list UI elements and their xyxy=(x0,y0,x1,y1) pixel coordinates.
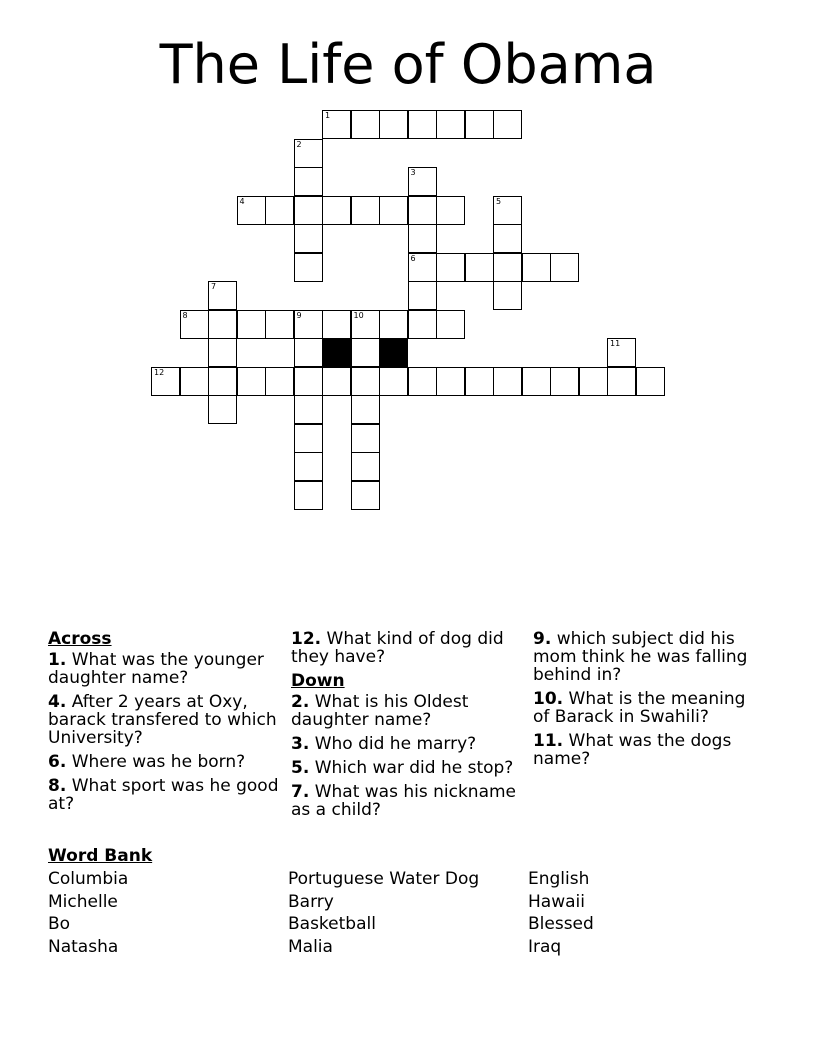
grid-cell xyxy=(465,367,494,396)
grid-cell xyxy=(294,338,323,367)
clues-column-1 xyxy=(48,630,288,819)
grid-cell xyxy=(493,224,522,253)
clue-across-1: 1. What was the younger daughter name? xyxy=(48,650,264,688)
clue-across-6: 6. Where was he born? xyxy=(48,752,246,772)
grid-cell xyxy=(550,253,579,282)
grid-cell xyxy=(379,110,408,139)
clue-down-7: 7. What was his nickname as a child? xyxy=(291,782,517,820)
word-bank-column-3 xyxy=(528,868,594,958)
grid-cell xyxy=(322,367,351,396)
clue-across-12: 12. What kind of dog did they have? xyxy=(291,629,504,667)
grid-cell xyxy=(379,367,408,396)
grid-cell xyxy=(294,196,323,225)
grid-cell xyxy=(294,367,323,396)
grid-cell xyxy=(265,367,294,396)
grid-cell xyxy=(237,367,266,396)
grid-cell xyxy=(408,110,437,139)
word-bank-column-2 xyxy=(288,868,479,958)
clue-number: 2 xyxy=(296,139,302,149)
grid-cell xyxy=(294,452,323,481)
word-bank-item: Bo xyxy=(48,914,71,934)
word-bank-item: Malia xyxy=(288,936,333,957)
word-bank-item: Portuguese Water Dog xyxy=(288,869,480,889)
grid-cell xyxy=(408,224,437,253)
grid-cell xyxy=(208,395,237,424)
grid-cell xyxy=(493,253,522,282)
grid-cell xyxy=(408,367,437,396)
grid-cell xyxy=(180,367,209,396)
clue-number: 1 xyxy=(325,111,331,120)
grid-cell xyxy=(294,253,323,282)
grid-cell xyxy=(208,310,237,339)
word-bank-item: Blessed xyxy=(528,914,594,934)
grid-cell xyxy=(493,367,522,396)
grid-cell xyxy=(294,481,323,510)
grid-cell xyxy=(436,110,465,139)
grid-cell xyxy=(436,367,465,396)
clue-number: 9 xyxy=(296,310,302,320)
clues-column-2 xyxy=(291,630,516,825)
grid-cell xyxy=(265,310,294,339)
grid-cell xyxy=(465,110,494,139)
grid-cell xyxy=(294,424,323,453)
clue-number: 4 xyxy=(239,196,245,206)
word-bank-item: Columbia xyxy=(48,869,129,889)
grid-cell xyxy=(351,424,380,453)
grid-cell xyxy=(436,253,465,282)
clue-number: 3 xyxy=(410,168,416,177)
grid-cell xyxy=(379,196,408,225)
grid-cell xyxy=(294,224,323,253)
grid-cell xyxy=(550,367,579,396)
grid-cell xyxy=(408,281,437,310)
word-bank-item: English xyxy=(528,869,590,889)
grid-cell xyxy=(636,367,665,396)
clue-number: 12 xyxy=(154,367,165,377)
clue-down-10: 10. What is the meaning of Barack in Swahili? xyxy=(533,689,746,727)
across-heading: Across xyxy=(48,629,112,649)
grid-cell xyxy=(436,196,465,225)
grid-cell xyxy=(351,196,380,225)
clue-number: 5 xyxy=(496,196,502,206)
clue-down-9: 9. which subject did his mom think he was falling behind in? xyxy=(533,629,748,685)
word-bank-item: Michelle xyxy=(48,891,118,912)
clue-down-2: 2. What is his Oldest daughter name? xyxy=(291,692,469,730)
clue-number: 8 xyxy=(182,310,188,320)
grid-cell xyxy=(579,367,608,396)
grid-cell xyxy=(408,310,437,339)
clue-number: 6 xyxy=(410,253,416,263)
grid-cell xyxy=(465,253,494,282)
grid-cell xyxy=(294,395,323,424)
grid-cell xyxy=(522,367,551,396)
word-bank-heading: Word Bank xyxy=(48,846,153,866)
word-bank-item: Iraq xyxy=(528,936,562,957)
clue-down-11: 11. What was the dogs name? xyxy=(533,731,732,769)
word-bank-item: Natasha xyxy=(48,936,119,957)
clue-number: 7 xyxy=(211,282,217,291)
grid-cell xyxy=(237,310,266,339)
clue-across-4: 4. After 2 years at Oxy, barack transfered to which University? xyxy=(48,692,277,748)
grid-cell xyxy=(436,310,465,339)
clue-number: 11 xyxy=(610,339,621,348)
grid-cell xyxy=(493,281,522,310)
clue-across-8: 8. What sport was he good at? xyxy=(48,776,279,814)
grid-cell xyxy=(351,110,380,139)
grid-cell xyxy=(351,481,380,510)
clue-down-3: 3. Who did he marry? xyxy=(291,734,477,754)
grid-cell xyxy=(493,110,522,139)
grid-cell xyxy=(522,253,551,282)
clue-number: 10 xyxy=(353,310,364,320)
black-cell xyxy=(322,338,351,367)
grid-cell xyxy=(322,310,351,339)
word-bank-item: Barry xyxy=(288,891,334,912)
down-heading: Down xyxy=(291,671,345,691)
word-bank-item: Basketball xyxy=(288,914,376,934)
grid-cell xyxy=(379,310,408,339)
grid-cell xyxy=(351,338,380,367)
grid-cell xyxy=(607,367,636,396)
word-bank-item: Hawaii xyxy=(528,891,585,912)
grid-cell xyxy=(351,395,380,424)
grid-cell xyxy=(208,338,237,367)
grid-cell xyxy=(351,452,380,481)
grid-cell xyxy=(208,367,237,396)
puzzle-title: The Life of Obama xyxy=(159,33,657,96)
black-cell xyxy=(379,338,408,367)
clue-down-5: 5. Which war did he stop? xyxy=(291,758,514,778)
clues-column-3 xyxy=(533,630,758,774)
grid-cell xyxy=(294,167,323,196)
grid-cell xyxy=(408,196,437,225)
grid-cell xyxy=(351,367,380,396)
grid-cell xyxy=(322,196,351,225)
word-bank-column-1 xyxy=(48,868,128,958)
grid-cell xyxy=(265,196,294,225)
